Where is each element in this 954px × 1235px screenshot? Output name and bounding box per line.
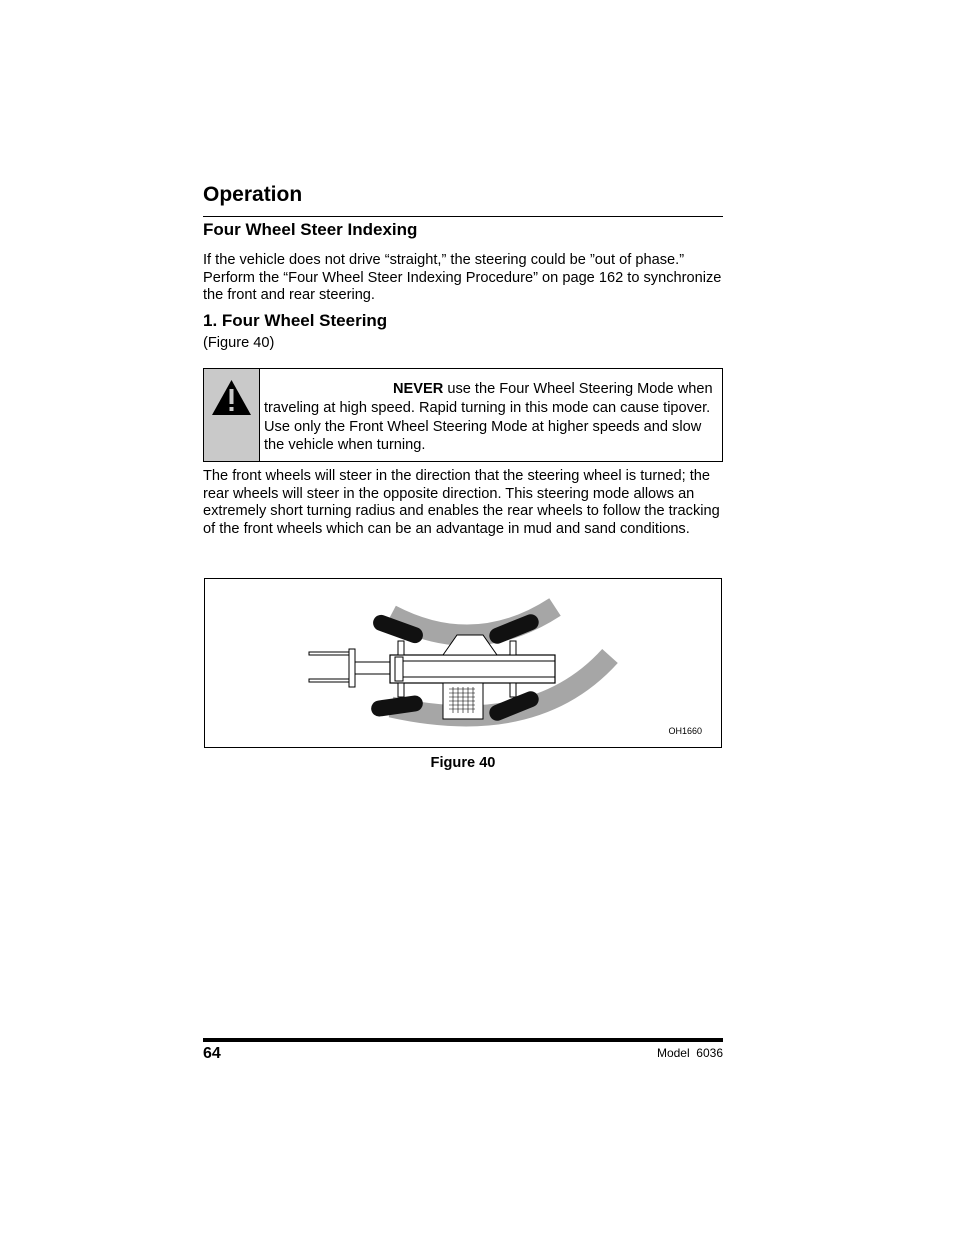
indexing-paragraph: If the vehicle does not drive “straight,” the steering could be ”out of phase.” Perform the “Four Wheel Steer Indexing Procedure” on page 162 to synchronize the front and rear steering. (203, 252, 722, 303)
section-divider (203, 216, 723, 217)
footer-divider (203, 1038, 723, 1042)
warning-sidebar (204, 369, 260, 461)
steering-heading: 1. Four Wheel Steering (203, 311, 388, 330)
section-title: Operation (203, 183, 303, 206)
warning-triangle-icon (211, 379, 252, 416)
figure-caption: Figure 40 (430, 755, 496, 771)
warning-emphasis: NEVER (393, 381, 444, 397)
figure-40 (204, 578, 722, 748)
steering-paragraph: The front wheels will steer in the direction that the steering wheel is turned; the rear wheels will steer in the opposite direction. This steering mode allows an extremely short turning radius and enables the rear wheels to follow the tracking of the front wheels which can be an advantage in mud and sand conditions. (203, 468, 720, 537)
warning-body: use the Four Wheel Steering Mode when traveling at high speed. Rapid turning in this mode can cause tipover. Use only the Front Wheel Steering Mode at higher speeds and slow the vehicle when turning. (264, 381, 713, 454)
warning-box (203, 368, 723, 462)
figure-reference: (Figure 40) (203, 335, 275, 351)
figure-code: OH1660 (668, 726, 702, 736)
model-label: Model 6036 (656, 1046, 723, 1060)
page-number: 64 (203, 1045, 221, 1062)
four-wheel-steering-diagram (205, 579, 721, 747)
indexing-heading: Four Wheel Steer Indexing (203, 220, 418, 239)
warning-text (264, 380, 716, 455)
